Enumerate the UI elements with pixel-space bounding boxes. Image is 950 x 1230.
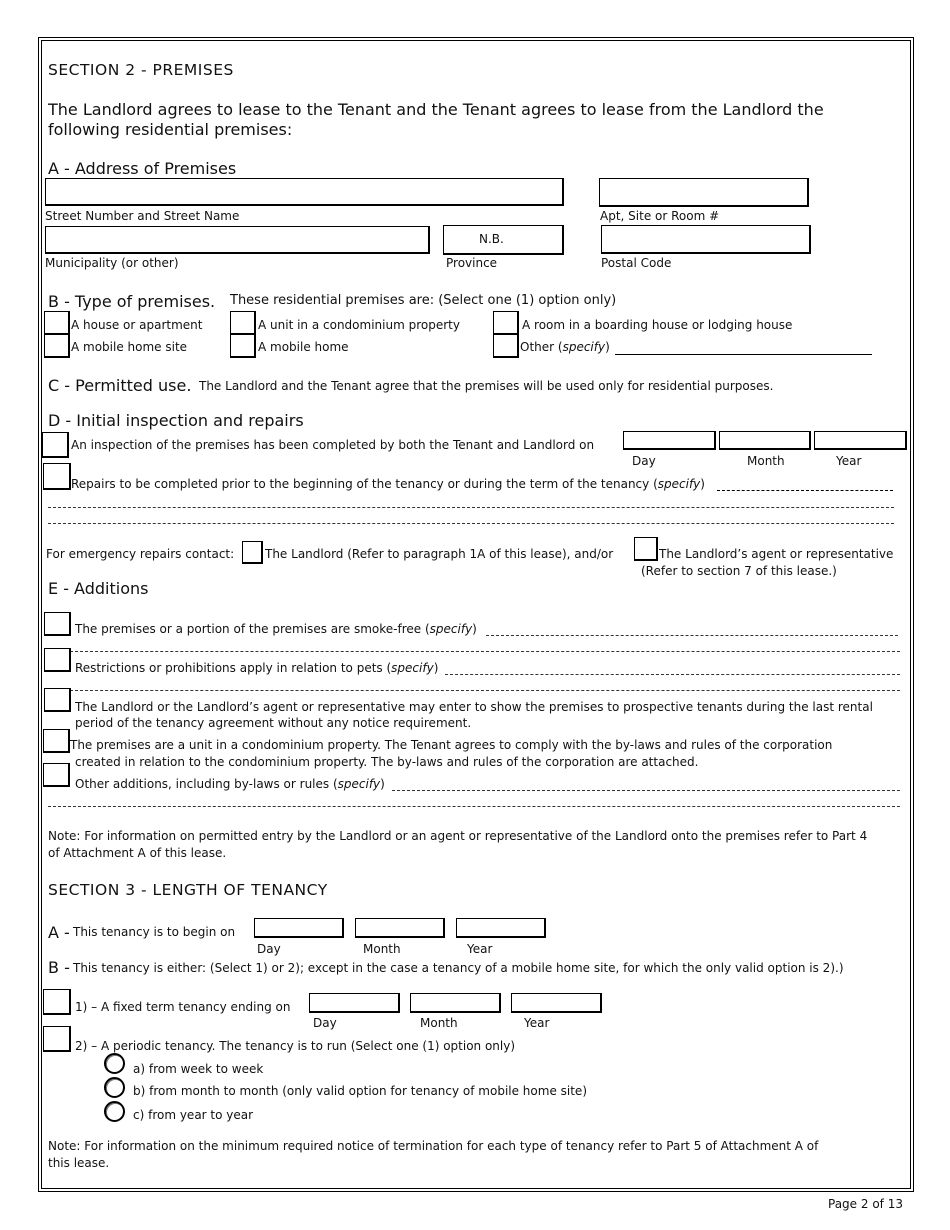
repairs-line[interactable] — [717, 490, 893, 491]
fixed-day-input[interactable] — [309, 993, 400, 1013]
year-to-year-radio[interactable] — [104, 1101, 125, 1122]
tenancy-b-prefix: B - — [48, 958, 70, 977]
type-heading: B - Type of premises. — [48, 292, 216, 311]
type-mobile-home-checkbox[interactable] — [230, 334, 256, 358]
year-to-year-label: c) from year to year — [133, 1108, 254, 1122]
additions-note-line1: Note: For information on permitted entry by the Landlord or an agent or representative of the Landlord onto the premises refer to Part 4 — [48, 829, 868, 843]
fixed-day-label: Day — [313, 1016, 337, 1030]
section-2-intro-line2: following residential premises: — [48, 120, 293, 139]
province-label: Province — [446, 256, 498, 270]
week-to-week-radio[interactable] — [104, 1053, 125, 1074]
agent-entry-checkbox[interactable] — [44, 688, 71, 712]
pets-line[interactable] — [445, 674, 900, 675]
begin-month-input[interactable] — [355, 918, 445, 938]
street-input[interactable] — [45, 178, 564, 206]
type-other-line[interactable] — [615, 354, 872, 355]
section-2-intro-line1: The Landlord agrees to lease to the Tenant and the Tenant agrees to lease from the Landlord the — [48, 100, 824, 119]
section-3-heading: SECTION 3 - LENGTH OF TENANCY — [48, 881, 328, 899]
type-condo-label: A unit in a condominium property — [258, 318, 460, 332]
fixed-year-label: Year — [524, 1016, 550, 1030]
fixed-term-checkbox[interactable] — [43, 989, 71, 1015]
type-mobile-home-label: A mobile home — [258, 340, 349, 354]
inspection-month-label: Month — [747, 454, 785, 468]
smoke-free-line-2[interactable] — [70, 651, 900, 652]
inspection-checkbox[interactable] — [42, 432, 69, 458]
tenancy-note-line1: Note: For information on the minimum required notice of termination for each type of tenancy refer to Part 5 of Attachment A of — [48, 1139, 819, 1153]
apt-label: Apt, Site or Room # — [600, 209, 720, 223]
type-condo-checkbox[interactable] — [230, 311, 256, 335]
additions-heading: E - Additions — [48, 579, 149, 598]
section-2-heading: SECTION 2 - PREMISES — [48, 61, 234, 79]
permitted-heading: C - Permitted use. — [48, 376, 192, 395]
type-mobile-site-checkbox[interactable] — [44, 334, 70, 358]
inspection-text: An inspection of the premises has been completed by both the Tenant and Landlord on — [71, 438, 595, 452]
type-mobile-site-label: A mobile home site — [71, 340, 188, 354]
smoke-free-line[interactable] — [486, 635, 898, 636]
municipality-input[interactable] — [45, 226, 430, 254]
smoke-free-checkbox[interactable] — [44, 612, 71, 636]
begin-day-input[interactable] — [254, 918, 344, 938]
postal-code-label: Postal Code — [601, 256, 672, 270]
inspection-day-label: Day — [632, 454, 656, 468]
fixed-year-input[interactable] — [511, 993, 602, 1013]
other-additions-line-2[interactable] — [48, 806, 900, 807]
agent-entry-line1: The Landlord or the Landlord’s agent or representative may enter to show the premises to prospective tenants during the last rental — [75, 700, 873, 714]
emergency-agent-label: The Landlord’s agent or representative — [659, 547, 894, 561]
apt-input[interactable] — [599, 178, 809, 207]
type-boarding-label: A room in a boarding house or lodging house — [522, 318, 793, 332]
fixed-month-label: Month — [420, 1016, 458, 1030]
condo-checkbox[interactable] — [43, 729, 70, 753]
month-to-month-label: b) from month to month (only valid option for tenancy of mobile home site) — [133, 1084, 587, 1098]
other-additions-text: Other additions, including by-laws or rules (specify) — [75, 777, 385, 791]
fixed-month-input[interactable] — [410, 993, 501, 1013]
permitted-text: The Landlord and the Tenant agree that the premises will be used only for residential purposes. — [199, 379, 774, 393]
tenancy-either-text: This tenancy is either: (Select 1) or 2); except in the case a tenancy of a mobile home site, for which the only valid option is 2).) — [73, 961, 844, 975]
type-other-label: Other (specify) — [520, 340, 610, 354]
agent-entry-line2: period of the tenancy agreement without any notice requirement. — [75, 716, 472, 730]
repairs-line-2[interactable] — [48, 507, 894, 508]
emergency-agent-note: (Refer to section 7 of this lease.) — [641, 564, 837, 578]
emergency-landlord-label: The Landlord (Refer to paragraph 1A of this lease), and/or — [265, 547, 614, 561]
tenancy-a-prefix: A - — [48, 923, 70, 942]
additions-note-line2: of Attachment A of this lease. — [48, 846, 227, 860]
pets-text: Restrictions or prohibitions apply in relation to pets (specify) — [75, 661, 439, 675]
type-instruction: These residential premises are: (Select one (1) option only) — [230, 293, 617, 308]
tenancy-begin-text: This tenancy is to begin on — [73, 925, 236, 939]
condo-line2: created in relation to the condominium property. The by-laws and rules of the corporation are attached. — [75, 755, 699, 769]
fixed-term-text: 1) – A fixed term tenancy ending on — [75, 1000, 291, 1014]
emergency-landlord-checkbox[interactable] — [242, 541, 263, 564]
inspection-heading: D - Initial inspection and repairs — [48, 411, 304, 430]
smoke-free-text: The premises or a portion of the premises are smoke-free (specify) — [75, 622, 477, 636]
municipality-label: Municipality (or other) — [45, 256, 179, 270]
pets-checkbox[interactable] — [44, 648, 71, 672]
type-house-label: A house or apartment — [71, 318, 203, 332]
type-house-checkbox[interactable] — [44, 311, 70, 335]
begin-day-label: Day — [257, 942, 281, 956]
province-value: N.B. — [479, 232, 504, 246]
begin-year-label: Year — [467, 942, 493, 956]
periodic-text: 2) – A periodic tenancy. The tenancy is to run (Select one (1) option only) — [75, 1039, 516, 1053]
tenancy-note-line2: this lease. — [48, 1156, 110, 1170]
inspection-year-label: Year — [836, 454, 862, 468]
begin-month-label: Month — [363, 942, 401, 956]
type-boarding-checkbox[interactable] — [493, 311, 519, 335]
postal-code-input[interactable] — [601, 225, 811, 254]
inspection-month-input[interactable] — [719, 431, 811, 450]
page-number: Page 2 of 13 — [828, 1197, 903, 1211]
repairs-checkbox[interactable] — [43, 463, 71, 490]
type-other-checkbox[interactable] — [493, 334, 519, 358]
street-label: Street Number and Street Name — [45, 209, 240, 223]
inspection-day-input[interactable] — [623, 431, 716, 450]
emergency-label: For emergency repairs contact: — [46, 547, 235, 561]
pets-line-2[interactable] — [70, 690, 900, 691]
address-heading: A - Address of Premises — [48, 159, 237, 178]
repairs-line-3[interactable] — [48, 523, 894, 524]
condo-line1: The premises are a unit in a condominium property. The Tenant agrees to comply with the by-laws and rules of the corporation — [70, 738, 833, 752]
other-additions-line[interactable] — [392, 790, 900, 791]
repairs-text: Repairs to be completed prior to the beginning of the tenancy or during the term of the tenancy (specify) — [71, 477, 705, 491]
week-to-week-label: a) from week to week — [133, 1062, 264, 1076]
month-to-month-radio[interactable] — [104, 1077, 125, 1098]
emergency-agent-checkbox[interactable] — [634, 537, 658, 561]
other-additions-checkbox[interactable] — [43, 763, 70, 787]
begin-year-input[interactable] — [456, 918, 546, 938]
periodic-checkbox[interactable] — [43, 1026, 71, 1052]
province-field[interactable] — [443, 225, 564, 255]
inspection-year-input[interactable] — [814, 431, 907, 450]
